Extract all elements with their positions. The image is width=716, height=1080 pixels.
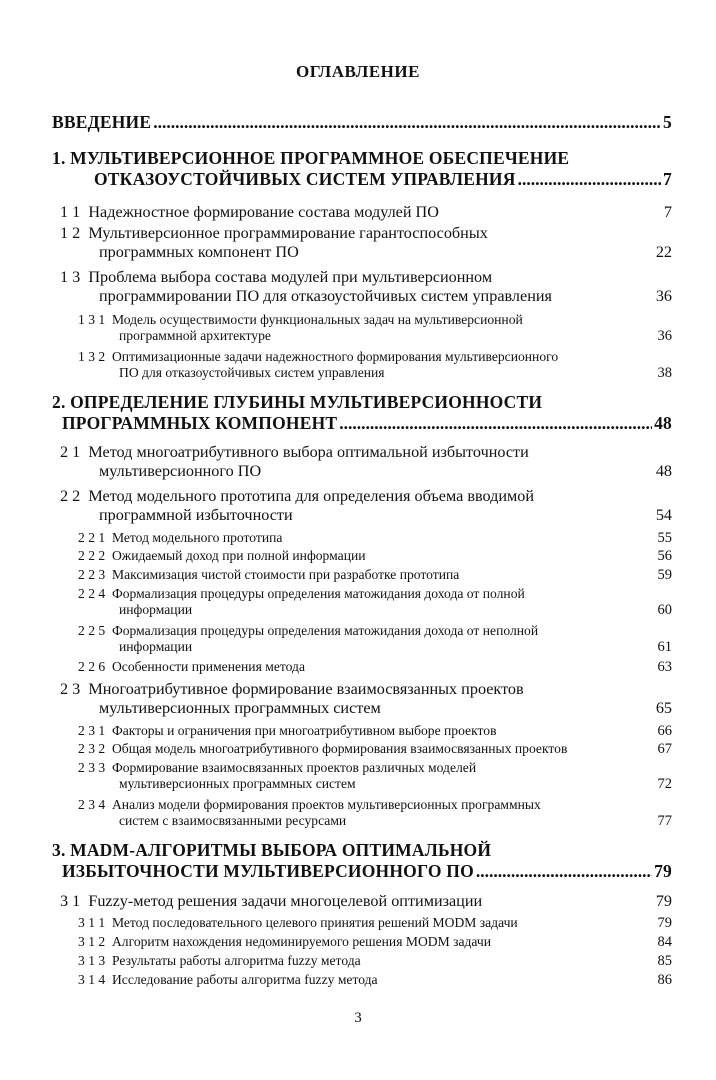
toc-entry-subsection-3-1-2 xyxy=(78,934,672,951)
chapter-number: 3. xyxy=(52,840,66,860)
toc-entry-title-continued: мультиверсионных программных систем xyxy=(119,776,356,791)
toc-page-number: 48 xyxy=(655,462,672,480)
subsection-number: 2 2 2 xyxy=(78,548,106,563)
toc-entry-title: Fuzzy-метод решения задачи многоцелевой оптимизации xyxy=(88,892,483,910)
toc-entry-title-continued: информации xyxy=(119,602,193,617)
toc-page-number: 77 xyxy=(657,813,672,829)
toc-entry-section-1-2 xyxy=(60,224,672,262)
dot-leader xyxy=(153,112,661,133)
toc-page-number: 59 xyxy=(657,567,672,583)
toc-page-number: 63 xyxy=(657,659,672,675)
toc-entry-section-3-1 xyxy=(60,892,672,911)
subsection-number: 2 2 3 xyxy=(78,567,106,582)
subsection-number: 3 1 4 xyxy=(78,972,106,987)
subsection-number: 2 2 4 xyxy=(78,586,106,601)
toc-entry-subsection-2-2-6 xyxy=(78,659,672,676)
page-number: 3 xyxy=(354,1010,362,1026)
toc-page-number: 66 xyxy=(657,723,672,739)
toc-entry-title: Метод многоатрибутивного выбора оптимальной избыточности xyxy=(88,443,529,461)
toc-page-number: 48 xyxy=(654,413,672,433)
subsection-number: 1 3 2 xyxy=(78,349,106,364)
subsection-number: 1 3 1 xyxy=(78,312,106,327)
subsection-number: 2 3 3 xyxy=(78,760,106,775)
toc-entry-title: МУЛЬТИВЕРСИОННОЕ ПРОГРАММНОЕ ОБЕСПЕЧЕНИЕ xyxy=(70,148,570,168)
toc-entry-title: Проблема выбора состава модулей при мультиверсионном xyxy=(88,268,493,286)
subsection-number: 2 3 4 xyxy=(78,797,106,812)
subsection-number: 3 1 3 xyxy=(78,953,106,968)
toc-entry-introduction xyxy=(52,112,672,133)
toc-entry-section-2-2 xyxy=(60,487,672,525)
toc-entry-title-continued: ОТКАЗОУСТОЙЧИВЫХ СИСТЕМ УПРАВЛЕНИЯ xyxy=(94,169,516,189)
toc-entry-subsection-2-3-1 xyxy=(78,723,672,740)
toc-entry-title-continued: мультиверсионного ПО xyxy=(99,462,262,480)
toc-entry-title-continued: ПРОГРАММНЫХ КОМПОНЕНТ xyxy=(62,413,338,433)
section-number: 1 3 xyxy=(60,268,81,286)
toc-entry-title-continued: программных компонент ПО xyxy=(99,243,299,261)
toc-page-number: 86 xyxy=(657,972,672,988)
toc-entry-subsection-3-1-3 xyxy=(78,953,672,970)
toc-entry-subsection-3-1-1 xyxy=(78,915,672,932)
toc-entry-subsection-2-2-4 xyxy=(78,586,672,619)
dot-leader xyxy=(518,169,661,190)
toc-page-number: 84 xyxy=(657,934,672,950)
toc-page-number: 67 xyxy=(657,741,672,757)
toc-entry-title: MADM-АЛГОРИТМЫ ВЫБОРА ОПТИМАЛЬНОЙ xyxy=(70,840,492,860)
toc-entry-chapter-3 xyxy=(52,840,672,882)
toc-entry-subsection-2-3-4 xyxy=(78,797,672,830)
toc-entry-title: Метод модельного прототипа xyxy=(111,530,283,545)
toc-page-number: 7 xyxy=(663,169,672,189)
toc-entry-subsection-1-3-2 xyxy=(78,349,672,382)
toc-entry-title: Мультиверсионное программирование гарантоспособных xyxy=(88,224,488,242)
section-number: 2 3 xyxy=(60,680,81,698)
toc-entry-section-2-1 xyxy=(60,443,672,481)
chapter-number: 2. xyxy=(52,392,66,412)
toc-entry-title: ОПРЕДЕЛЕНИЕ ГЛУБИНЫ МУЛЬТИВЕРСИОННОСТИ xyxy=(70,392,543,412)
toc-page-number: 36 xyxy=(657,328,672,344)
toc-entry-subsection-2-2-2 xyxy=(78,548,672,565)
toc-entry-title: Формализация процедуры определения матожидания дохода от неполной xyxy=(111,623,539,638)
toc-entry-title: Алгоритм нахождения недоминируемого решения MODM задачи xyxy=(111,934,491,949)
toc-entry-subsection-2-2-1 xyxy=(78,530,672,547)
toc-entry-section-1-1 xyxy=(60,203,672,222)
toc-entry-title-continued: программной избыточности xyxy=(99,506,293,524)
toc-entry-section-2-3 xyxy=(60,680,672,718)
toc-entry-title-continued: мультиверсионных программных систем xyxy=(99,699,381,717)
toc-entry-title: Модель осуществимости функциональных задач на мультиверсионной xyxy=(111,312,523,327)
section-number: 2 1 xyxy=(60,443,81,461)
section-number: 1 1 xyxy=(60,203,81,221)
subsection-number: 3 1 2 xyxy=(78,934,106,949)
toc-page-number: 72 xyxy=(657,776,672,792)
toc-entry-chapter-1 xyxy=(52,148,672,190)
toc-page-number: 5 xyxy=(663,112,672,132)
toc-entry-title-continued: ИЗБЫТОЧНОСТИ МУЛЬТИВЕРСИОННОГО ПО xyxy=(62,861,474,881)
section-number: 1 2 xyxy=(60,224,81,242)
toc-entry-title: Метод модельного прототипа для определения объема вводимой xyxy=(88,487,535,505)
toc-entry-title-continued: программной архитектуре xyxy=(119,328,271,343)
toc-entry-title: Результаты работы алгоритма fuzzy метода xyxy=(111,953,361,968)
toc-entry-title: Метод последовательного целевого принятия решений MODM задачи xyxy=(111,915,518,930)
toc-entry-title: Оптимизационные задачи надежностного формирования мультиверсионного xyxy=(111,349,559,364)
toc-entry-title: Максимизация чистой стоимости при разработке прототипа xyxy=(111,567,460,582)
toc-page-number: 36 xyxy=(655,287,672,305)
toc-page-number: 38 xyxy=(657,365,672,381)
toc-entry-title-continued: ПО для отказоустойчивых систем управления xyxy=(119,365,385,380)
toc-entry-subsection-2-2-3 xyxy=(78,567,672,584)
toc-entry-subsection-3-1-4 xyxy=(78,972,672,989)
toc-entry-title: Исследование работы алгоритма fuzzy метода xyxy=(111,972,378,987)
toc-entry-title: Анализ модели формирования проектов мультиверсионных программных xyxy=(111,797,541,812)
section-number: 2 2 xyxy=(60,487,81,505)
subsection-number: 2 2 6 xyxy=(78,659,106,674)
toc-entry-title-continued: программировании ПО для отказоустойчивых систем управления xyxy=(99,287,552,305)
toc-entry-subsection-1-3-1 xyxy=(78,312,672,345)
toc-page-number: 54 xyxy=(655,506,672,524)
toc-entry-title: Надежностное формирование состава модулей ПО xyxy=(88,203,439,221)
toc-entry-title: Общая модель многоатрибутивного формирования взаимосвязанных проектов xyxy=(111,741,568,756)
toc-page-number: 7 xyxy=(663,203,672,221)
toc-page-number: 65 xyxy=(655,699,672,717)
toc-entry-section-1-3 xyxy=(60,268,672,306)
toc-page-number: 22 xyxy=(655,243,672,261)
toc-entry-subsection-2-3-2 xyxy=(78,741,672,758)
toc-page-number: 85 xyxy=(657,953,672,969)
subsection-number: 2 3 2 xyxy=(78,741,106,756)
toc-entry-subsection-2-3-3 xyxy=(78,760,672,793)
toc-page-number: 56 xyxy=(657,548,672,564)
toc-page-number: 79 xyxy=(657,915,672,931)
dot-leader xyxy=(476,861,652,882)
subsection-number: 2 3 1 xyxy=(78,723,106,738)
toc-entry-title-continued: информации xyxy=(119,639,193,654)
toc-entry-title: ВВЕДЕНИЕ xyxy=(52,112,152,132)
toc-page-number: 55 xyxy=(657,530,672,546)
toc-page-number: 79 xyxy=(654,861,672,881)
chapter-number: 1. xyxy=(52,148,66,168)
subsection-number: 2 2 1 xyxy=(78,530,106,545)
toc-entry-title: Формализация процедуры определения матожидания дохода от полной xyxy=(111,586,525,601)
toc-entry-title-continued: систем с взаимосвязанными ресурсами xyxy=(119,813,347,828)
subsection-number: 2 2 5 xyxy=(78,623,106,638)
toc-page-number: 79 xyxy=(655,892,672,910)
toc-entry-title: Многоатрибутивное формирование взаимосвязанных проектов xyxy=(88,680,524,698)
toc-entry-title: Факторы и ограничения при многоатрибутивном выборе проектов xyxy=(111,723,497,738)
toc-entry-title: Формирование взаимосвязанных проектов различных моделей xyxy=(111,760,477,775)
page-title: ОГЛАВЛЕНИЕ xyxy=(296,62,420,81)
dot-leader xyxy=(339,413,652,434)
toc-page-number: 61 xyxy=(657,639,672,655)
toc-page-number: 60 xyxy=(657,602,672,618)
toc-entry-title: Ожидаемый доход при полной информации xyxy=(111,548,366,563)
section-number: 3 1 xyxy=(60,892,81,910)
toc-entry-title: Особенности применения метода xyxy=(111,659,305,674)
toc-entry-chapter-2 xyxy=(52,392,672,434)
subsection-number: 3 1 1 xyxy=(78,915,106,930)
toc-entry-subsection-2-2-5 xyxy=(78,623,672,656)
